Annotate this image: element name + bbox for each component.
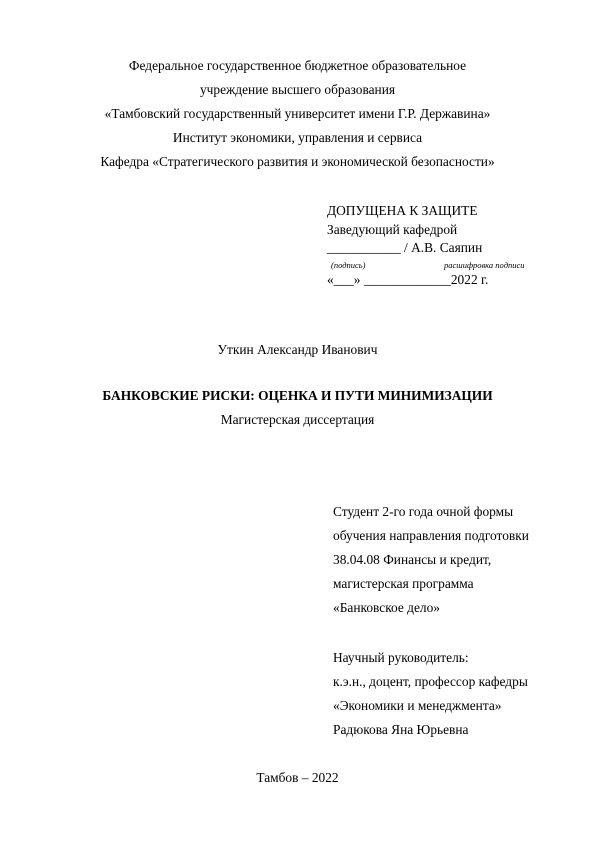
header-department: Кафедра «Стратегического развития и экономической безопасности» [100, 154, 495, 169]
thesis-title: БАНКОВСКИЕ РИСКИ: ОЦЕНКА И ПУТИ МИНИМИЗАЦИИ [102, 388, 493, 403]
approval-date-line: «___» _____________2022 г. [327, 272, 489, 287]
header-university-line-1: Федеральное государственное бюджетное образовательное [128, 58, 467, 73]
header-university-name: «Тамбовский государственный университет имени Г.Р. Державина» [104, 106, 491, 121]
student-line: Студент 2-го года очной формы [333, 504, 514, 519]
author-name: Уткин Александр Иванович [217, 342, 378, 357]
approval-decoding-hint: расшифровка подписи [444, 260, 525, 270]
student-line: обучения направления подготовки [333, 528, 529, 543]
header-institute: Институт экономики, управления и сервиса [172, 130, 423, 145]
footer-city-year: Тамбов – 2022 [256, 770, 339, 785]
supervisor-line: «Экономики и менеджмента» [333, 698, 502, 713]
approval-signature-hint: (подпись) [331, 260, 366, 270]
student-line: магистерская программа [333, 576, 474, 591]
student-line: «Банковское дело» [333, 600, 441, 615]
approval-signature-line: ___________ / А.В. Саяпин [327, 240, 483, 255]
header-university-line-2: учреждение высшего образования [199, 82, 396, 97]
supervisor-line: Научный руководитель: [333, 650, 469, 665]
student-line: 38.04.08 Финансы и кредит, [333, 552, 492, 567]
thesis-type: Магистерская диссертация [220, 412, 375, 427]
approval-title: ДОПУЩЕНА К ЗАЩИТЕ [327, 203, 478, 218]
supervisor-line: к.э.н., доцент, профессор кафедры [333, 674, 528, 689]
approval-position: Заведующий кафедрой [327, 222, 458, 237]
supervisor-line: Радюкова Яна Юрьевна [333, 722, 469, 737]
